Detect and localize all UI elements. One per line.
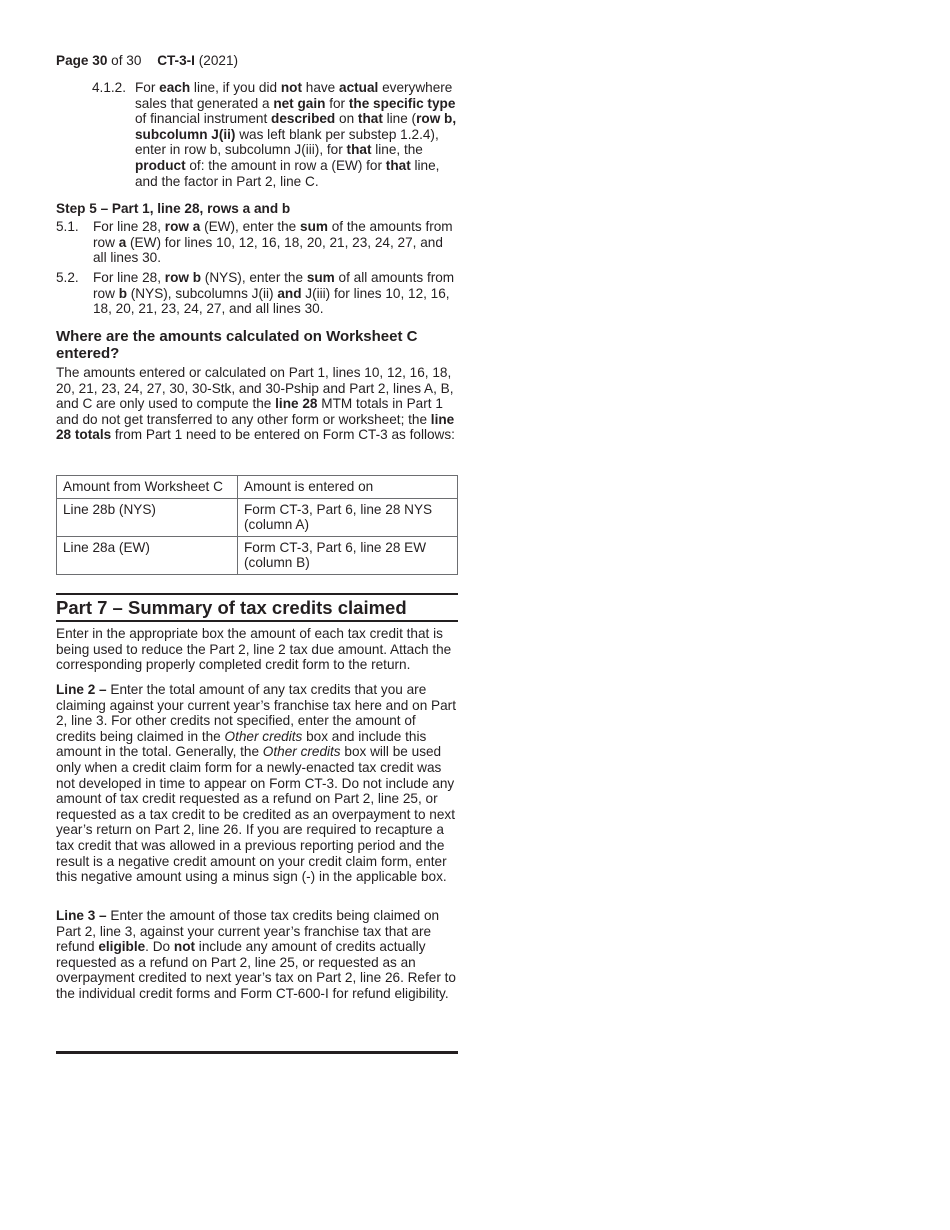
section-divider bbox=[56, 620, 458, 622]
step-5-title: Step 5 – Part 1, line 28, rows a and b bbox=[56, 201, 291, 216]
table-header-cell: Amount from Worksheet C bbox=[57, 476, 238, 499]
worksheet-c-heading: Where are the amounts calculated on Worksheet C entered? bbox=[56, 328, 418, 362]
line-2-label: Line 2 – bbox=[56, 682, 107, 697]
item-number: 5.2. bbox=[56, 270, 79, 285]
line-3-text: Enter the amount of those tax credits being claimed on Part 2, line 3, against your current year’s franchise tax that are refund eligible. Do not include any amount of credits actually requested as a refund on Part 2, line 25, or requested as an overpayment credited to next year’s tax on Part 2, line 26. Refer to the individual credit forms and Form CT-600-I for refund eligibility. bbox=[56, 908, 456, 1001]
form-year: (2021) bbox=[198, 53, 239, 68]
table-row bbox=[57, 498, 458, 536]
end-divider bbox=[56, 1051, 458, 1054]
table-header-row bbox=[57, 476, 458, 499]
item-number: 5.1. bbox=[56, 219, 79, 234]
table-header-cell: Amount is entered on bbox=[238, 476, 458, 499]
part-7-title: Part 7 – Summary of tax credits claimed bbox=[56, 597, 407, 618]
line-2-text: Enter the total amount of any tax credits that you are claiming against your current year’s franchise tax here and on Part 2, line 3. For other credits not specified, enter the amount of credits being claimed in the Other credits box and include this amount in the total. Generally, the Other credits box will be used only when a credit claim form for a newly-enacted tax credit was not developed in time to appear on Form CT-3. Do not include any amount of tax credit requested as a refund on Part 2, line 25, or requested as a tax credit to be credited as an overpayment to next year’s return on Part 2, line 26. If you are required to recapture a tax credit that was allowed in a previous reporting period and the result is a negative credit amount on your credit claim form, enter this negative amount using a minus sign (-) in the applicable box. bbox=[56, 682, 456, 885]
table-cell: Form CT-3, Part 6, line 28 NYS (column A) bbox=[238, 498, 458, 536]
page-number: Page 30 bbox=[56, 53, 108, 68]
part-7-intro: Enter in the appropriate box the amount of each tax credit that is being used to reduce the Part 2, line 2 tax due amount. Attach the corresponding properly completed credit form to the return. bbox=[56, 626, 452, 673]
item-number: 4.1.2. bbox=[92, 80, 127, 95]
item-text: For each line, if you did not have actual everywhere sales that generated a net gain for the specific type of financial instrument described on that line (row b, subcolumn J(ii) was left blank per substep 1.2.4), enter in row b, subcolumn J(iii), for that line, the product of: the amount in row a (EW) for that line, and the factor in Part 2, line C. bbox=[135, 80, 457, 189]
form-number: CT-3-I bbox=[157, 53, 195, 68]
table-cell: Line 28b (NYS) bbox=[57, 498, 238, 536]
section-divider bbox=[56, 593, 458, 595]
table-cell: Form CT-3, Part 6, line 28 EW (column B) bbox=[238, 536, 458, 574]
item-text: For line 28, row b (NYS), enter the sum of all amounts from row b (NYS), subcolumns J(ii) and J(iii) for lines 10, 12, 16, 18, 20, 21, 23, 24, 27, and all lines 30. bbox=[93, 270, 455, 317]
table-cell: Line 28a (EW) bbox=[57, 536, 238, 574]
table-row bbox=[57, 536, 458, 574]
item-text: For line 28, row a (EW), enter the sum of the amounts from row a (EW) for lines 10, 12, 16, 18, 20, 21, 23, 24, 27, and all lines 30. bbox=[93, 219, 453, 266]
worksheet-c-paragraph: The amounts entered or calculated on Part 1, lines 10, 12, 16, 18, 20, 21, 23, 24, 27, 30, 30-Stk, and 30-Pship and Part 2, lines A, B, and C are only used to compute the line 28 MTM totals in Part 1 and do not get transferred to any other form or worksheet; the line 28 totals from Part 1 need to be entered on Form CT-3 as follows: bbox=[56, 365, 455, 443]
line-3-paragraph bbox=[56, 908, 458, 1002]
line-3-label: Line 3 – bbox=[56, 908, 107, 923]
page-total: of 30 bbox=[111, 53, 142, 68]
page-header bbox=[56, 53, 238, 69]
line-2-paragraph bbox=[56, 682, 458, 885]
amount-table bbox=[56, 475, 458, 575]
